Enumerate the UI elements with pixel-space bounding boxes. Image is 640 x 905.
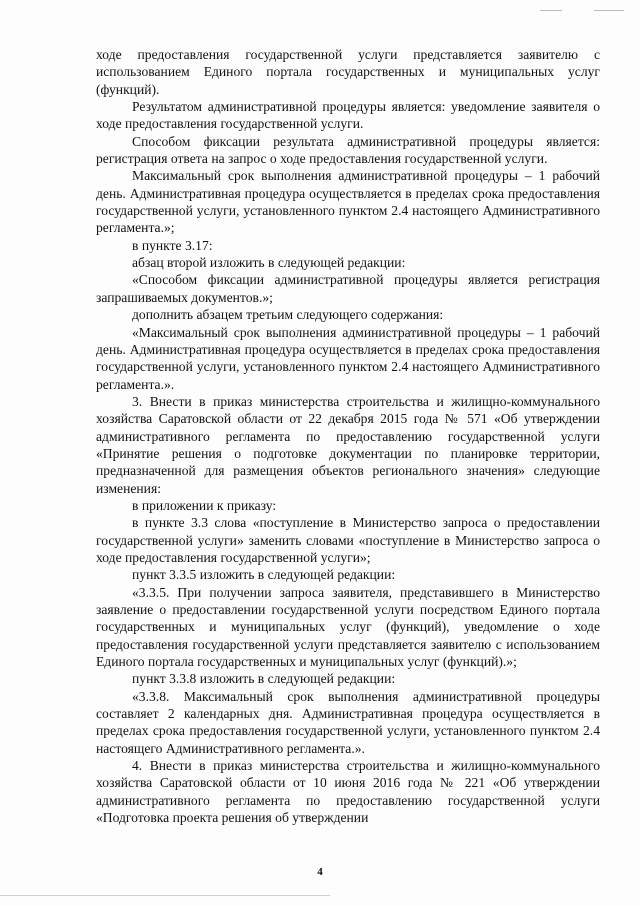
scan-artifact [594, 10, 624, 11]
paragraph: «3.3.8. Максимальный срок выполнения административной процедуры составляет 2 календарных дня. Административная процедура осуществляется в пределах срока предоставления государственной услуги, установленного пунктом 2.4 настоящего Административного регламента.». [96, 688, 600, 756]
paragraph: пункт 3.3.8 изложить в следующей редакции: [132, 671, 396, 687]
paragraph: в приложении к приказу: [132, 497, 277, 513]
paragraph: в пункте 3.17: [132, 237, 213, 253]
paragraph: «3.3.5. При получении запроса заявителя, представившего в Министерство заявление о предоставлении государственной услуги посредством Единого портала государственных и муниципальных услуг (функций), уведомление о ходе предоставления государственной услуги представляется заявителю с использованием Единого портала государственных и муниципальных услуг (функций).»; [96, 584, 600, 670]
paragraph: «Максимальный срок выполнения административной процедуры – 1 рабочий день. Административная процедура осуществляется в пределах срока предоставления государственной услуги, установленного пунктом 2.4 настоящего Административного регламента.». [96, 324, 600, 392]
paragraph: Максимальный срок выполнения административной процедуры – 1 рабочий день. Административная процедура осуществляется в пределах срока предоставления государственной услуги, установленного пунктом 2.4 настоящего Административного регламента.»; [96, 168, 600, 236]
scan-artifact [540, 10, 562, 11]
scan-edge-line [0, 895, 330, 896]
paragraph: 4. Внести в приказ министерства строительства и жилищно-коммунального хозяйства Саратовской области от 10 июня 2016 года № 221 «Об утверждении административного регламента по предоставлению государственной услуги «Подготовка проекта решения об утверждении [96, 758, 600, 826]
paragraph: Результатом административной процедуры является: уведомление заявителя о ходе предоставления государственной услуги. [96, 99, 600, 132]
body-text [96, 46, 600, 826]
paragraph: дополнить абзацем третьим следующего содержания: [132, 307, 444, 323]
paragraph: абзац второй изложить в следующей редакции: [132, 255, 406, 271]
paragraph: ходе предоставления государственной услуги представляется заявителю с использованием Единого портала государственных и муниципальных услуг (функций). [96, 47, 600, 97]
paragraph: Способом фиксации результата административной процедуры является: регистрация ответа на запрос о ходе предоставления государственной услуги. [96, 133, 600, 167]
paragraph: «Способом фиксации административной процедуры является регистрация запрашиваемых документов.»; [96, 272, 600, 305]
page-number: 4 [317, 866, 323, 878]
paragraph: 3. Внести в приказ министерства строительства и жилищно-коммунального хозяйства Саратовской области от 22 декабря 2015 года № 571 «Об утверждении административного регламента по предоставлению государственной услуги «Принятие решения о подготовке документации по планировке территории, предназначенной для размещения объектов регионального значения» следующие изменения: [96, 393, 600, 496]
paragraph: в пункте 3.3 слова «поступление в Министерство запроса о предоставлении государственной услуги» заменить словами «поступление в Министерство запроса о ходе предоставления государственной услуги»; [96, 515, 600, 565]
paragraph: пункт 3.3.5 изложить в следующей редакции: [132, 567, 396, 583]
